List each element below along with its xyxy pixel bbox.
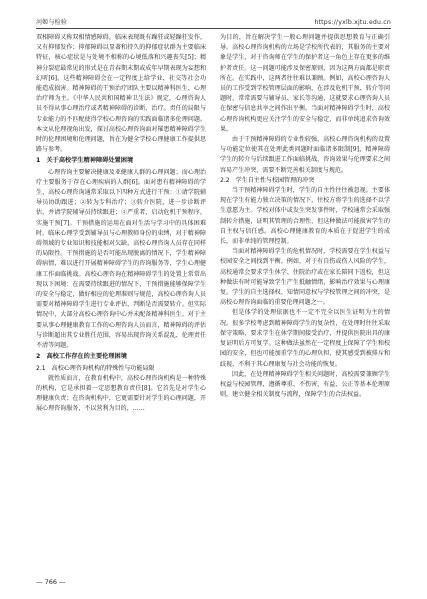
subsection-heading: 2.2 学生自主性与校园管理的冲突 bbox=[220, 176, 315, 184]
subsection-heading: 2.1 高校心理咨询机构的特殊性与功能局限 bbox=[36, 364, 155, 372]
body-paragraph: 就性质而言，在教育机构中，高校心理咨询机构是一种特殊的机构，它是承担着一定思想教育责任[8]。它首先是对学生心理健康负责；在咨询机构中，它更需要针对学生的心理问题，开展心理咨询服务，不以营利为目的，…… bbox=[36, 374, 206, 413]
body-paragraph: 心理咨询主要解决健康及亚健康人群的心理问题；而心理治疗主要服务于存在心理疾病的人群[6]。面对患有精神障碍的学生，高校心理咨询通常采取以下四种方式进行干预：①请学院辅导员协助跟进；②转为专科治疗；③转介医院，进一步诊断评估，并请学院辅导员持续跟进；④严重者，启动危机干预程序，实施干预[7]。干预措施的运用在面对生活与学习中的具体困难时，临床心理学受到辅导员与心理教师身份的束缚，对于精神障碍领域的专业知识和技能相对欠缺，高校心理咨询人员存在同样的局限性。干预措施的是否可能出现脱离的情况下，学生精神障碍病情，难以进行开展精神障碍学生的咨询服务等，学生心理健康工作面临挑战。高校心理咨询在精神障碍学生的处置上常常出现以下困境：在需要持续跟进的情况下，干预措施能够保障学生的安全与稳定，做好相应的伦理准则与规范，高校心理咨询人员需要对精神障碍学生进行专业评估，判断是否需要转介。但实际情况中，大部分高校心理咨询中心并未配备精神科医生。对于主要从事心理健康教育工作的心理咨询人员而言，精神障碍的评估与诊断超出其专业胜任范围，容易出现咨询关系混乱、伦理责任不清等问题。 bbox=[36, 168, 206, 350]
body-paragraph: 但是体学的处理依据也不一定不完全以医生证明为主的情况。很多学校考虑到精神障碍学生的复杂性，在处理时往往采取保守策略，要求学生在休学期间接受治疗，并提供医院出具的康复证明后方可复学。这种做法虽然在一定程度上保障了学生和校园的安全，但也可能加重学生的心理负担，使其感受到被排斥和歧视，不利于其心理康复与社会功能的恢复。 bbox=[220, 309, 390, 368]
section-heading: 1 关于高校学生精神障碍处置困境 bbox=[36, 157, 134, 165]
journal-site: https://yxlb.xjtu.edu.cn bbox=[314, 19, 391, 26]
running-header bbox=[36, 16, 391, 29]
body-paragraph: 由于干预精神障碍的专业性较强，高校心理咨询机构的设置与功能定位使其在处理此类问题时面临诸多限制[9]，精神障碍学生的转介与后续跟进工作面临挑战，咨询效果与伦理要求之间容易产生冲突，需要不断完善相关制度与规范。 bbox=[220, 136, 390, 174]
right-column bbox=[220, 33, 390, 400]
page-number: — 766 — bbox=[36, 578, 66, 586]
section-heading: 2 高校工作存在的主要伦理困境 bbox=[36, 353, 127, 361]
body-paragraph: 因此，在处理精神障碍学生相关问题时，高校需要兼顾学生权益与校园管理，遵循尊重、不伤害、有益、公正等基本伦理原则，建立健全相关制度与流程，保障学生的合法权益。 bbox=[220, 370, 390, 399]
body-paragraph: 双相障碍又称双相情感障碍，临床表现既有躁狂或轻躁狂发作，又有抑郁发作；抑郁障碍以显著和持久的抑郁症状群为主要临床特征，核心症状是与处境不相称的心境低落和兴趣丧失[5]；精神分裂症最常见的形式是在青春期末期或成年早期表现为妄想和幻听[6]。这些精神障碍会在一定程度上给学业、社交等社会功能造成损害。精神障碍的干预治疗团队主要以精神科医生、心理治疗师为主。《中华人民共和国精神卫生法》规定，心理咨询人员不得从事心理治疗或者精神障碍的诊断、治疗。责任的局限与专业能力的不匹配使得学校心理咨询的实践面临诸多伦理问题。本文从伦理视角出发，探讨高校心理咨询面对罹患精神障碍学生时的伦理困境和伦理问题，旨在为健全学校心理健康工作提供思路与参考。 bbox=[36, 34, 206, 154]
journal-name: 河姬与检验 bbox=[36, 19, 67, 26]
body-paragraph: 当干预精神障碍学生时，学生的自主性往往被忽视。主要体现在学生有能力独立决策的情况下，往校方将学生的选择不以学生意愿为主。学校对体中或发生突发事件时，学校通常会采取强制转介措施，证明其管理的合理性，但这种做法可能损害学生的自主权与信任感。高校心理健康教育的本质在于促进学生的成长，而非单纯的管理控制。 bbox=[220, 187, 390, 246]
body-paragraph: 当面对精神障碍学生的危机情况时，学校需要在学生权益与校园安全之间找到平衡。例如，对于有自伤或伤人风险的学生，高校通常会要求学生休学、住院治疗或在家长陪同下返校，但这种做法有时可能导致学生产生抵触情绪，影响治疗效果与心理康复。学生的自主选择权、知情同意权与学校管理之间的冲突，是高校心理咨询面临的重要伦理问题之一。 bbox=[220, 248, 390, 307]
body-paragraph: 为目的，旨在解决学生一般心理问题并提供思想教育与正确引导。高校心理咨询机构的立场是学校所代表的，其服务的主要对象是学生，对于咨询师在学生的保护者这一角色上存在更多的维护者责任。这一问题可能涉及保密原则、因为这两方面都是职责所在。在实践中，这两者往往难以兼顾。例如，高校心理咨询人员的工作受到学校管理层面的影响，在涉及危机干预、转介等问题时，常常需要与辅导员、家长等沟通，这就要求心理咨询人员在保密与信息共享之间作出平衡。当面对精神障碍学生时，高校心理咨询机构更应关注学生的安全与稳定，而非单纯追求咨询效果。 bbox=[220, 34, 390, 133]
left-column bbox=[36, 33, 206, 415]
